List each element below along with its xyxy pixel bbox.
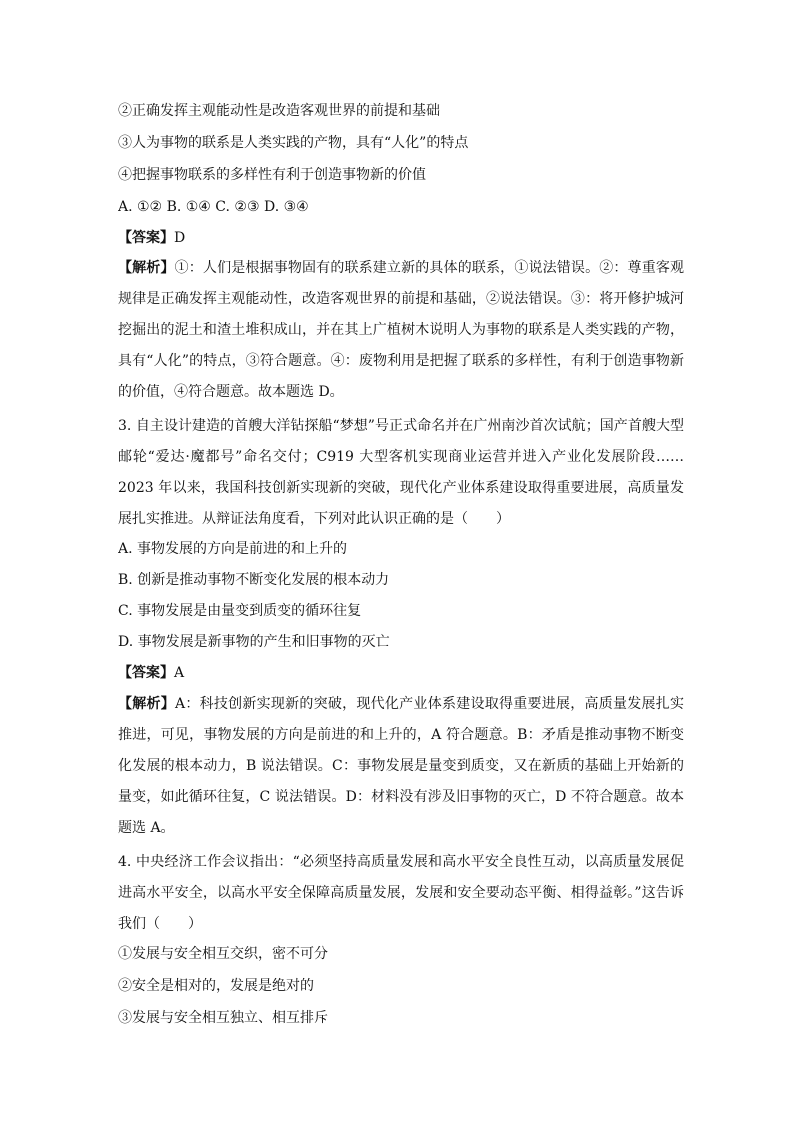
analysis-text: ①：人们是根据事物固有的联系建立新的具体的联系，①说法错误。②：尊重客观规律是正确发挥主观能动性，改造客观世界的前提和基础，②说法错误。③：将开修护城河挖掘出的泥土和渣土堆积成山，并在其上广植树木说明人为事物的联系是人类实践的产物，具有“人化”的特点，③符合题意。④：废物利用是把握了联系的多样性，有利于创造事物新的价值，④符合题意。故本题选 D。 (118, 260, 685, 400)
q4-option-2: ②安全是相对的，发展是绝对的 (118, 978, 314, 994)
q2-option-3: ③人为事物的联系是人类实践的产物，具有“人化”的特点 (118, 135, 469, 151)
q3-analysis (118, 689, 684, 844)
q4-option-1: ①发展与安全相互交织，密不可分 (118, 946, 328, 962)
q3-option-c: C. 事物发展是由量变到质变的循环往复 (118, 603, 362, 619)
q2-answer (118, 228, 688, 248)
answer-tag: 【答案】 (118, 230, 174, 246)
q3-option-a: A. 事物发展的方向是前进的和上升的 (118, 541, 348, 557)
q2-option-2: ②正确发挥主观能动性是改造客观世界的前提和基础 (118, 103, 440, 119)
analysis-tag: 【解析】 (118, 696, 176, 712)
q2-option-4: ④把握事物联系的多样性有利于创造事物新的价值 (118, 167, 426, 183)
answer-value: A (174, 665, 185, 681)
answer-value: D (174, 230, 186, 246)
q2-choices: A. ①② B. ①④ C. ②③ D. ③④ (118, 199, 309, 215)
q3-option-d: D. 事物发展是新事物的产生和旧事物的灭亡 (118, 634, 390, 650)
q4-option-3: ③发展与安全相互独立、相互排斥 (118, 1010, 328, 1026)
answer-tag: 【答案】 (118, 665, 174, 681)
q3-stem: 3. 自主设计建造的首艘大洋钻探船“梦想”号正式命名并在广州南沙首次试航；国产首艘大型邮轮“爱达·魔都号”命名交付；C919 大型客机实现商业运营并进入产业化发展阶段……2023 年以来，我国科技创新实现新的突破，现代化产业体系建设取得重要进展，高质量发展扎实推进。从辩证法角度看，下列对此认识正确的是（ ） (118, 418, 684, 527)
q4-stem: 4. 中央经济工作会议指出：“必须坚持高质量发展和高水平安全良性互动，以高质量发展促进高水平安全，以高水平安全保障高质量发展，发展和安全要动态平衡、相得益彰。”这告诉我们（ ） (118, 854, 684, 932)
analysis-tag: 【解析】 (118, 260, 175, 276)
q3-option-b: B. 创新是推动事物不断变化发展的根本动力 (118, 572, 390, 588)
q3-answer (118, 663, 688, 683)
q2-analysis (118, 253, 684, 408)
analysis-text: A：科技创新实现新的突破，现代化产业体系建设取得重要进展，高质量发展扎实推进，可见，事物发展的方向是前进的和上升的，A 符合题意。B：矛盾是推动事物不断变化发展的根本动力，B 说法错误。C：事物发展是量变到质变，又在新质的基础上开始新的量变，如此循环往复，C 说法错误。D：材料没有涉及旧事物的灭亡，D 不符合题意。故本题选 A。 (118, 696, 685, 836)
